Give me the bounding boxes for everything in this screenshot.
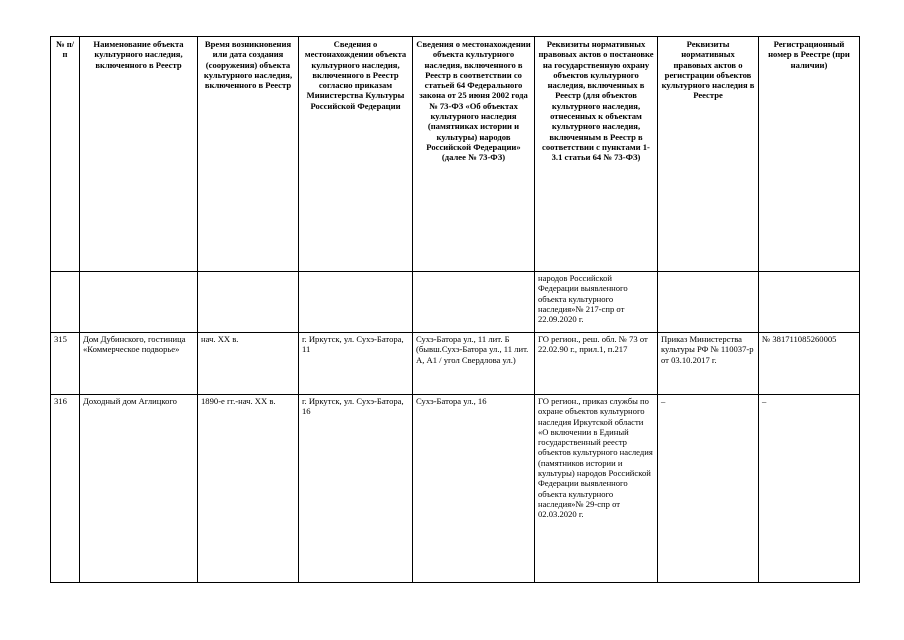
cell-acts-protection: ГО регион., реш. обл. № 73 от 22.02.90 г., прил.1, п.217 [535,333,658,395]
header-location-orders: Сведения о местонахождении объекта культурного наследия, включенного в Реестр согласно приказам Министерства Культуры Российской Федерации [299,37,413,272]
cell-date: 1890-е гг.-нач. XX в. [198,395,299,583]
cell-num [51,272,80,333]
cell-location-law: Сухэ-Батора ул., 16 [413,395,535,583]
table-row [51,333,860,395]
cell-location-orders [299,272,413,333]
cell-reg-number [759,272,860,333]
cell-date [198,272,299,333]
cell-location-orders: г. Иркутск, ул. Сухэ-Батора, 11 [299,333,413,395]
table-header-row [51,37,860,272]
header-reg-number: Регистрационный номер в Реестре (при наличии) [759,37,860,272]
cell-acts-registration [658,272,759,333]
heritage-register-table [50,36,860,583]
header-acts-protection: Реквизиты нормативных правовых актов о постановке на государственную охрану объектов культурного наследия, включенных в Реестр (для объектов культурного наследия, отнесенных к объектам культурного наследия, включенным в Реестр в соответствии с пунктами 1-3.1 статьи 64 № 73-ФЗ) [535,37,658,272]
cell-acts-registration: Приказ Министерства культуры РФ № 110037-р от 03.10.2017 г. [658,333,759,395]
header-name: Наименование объекта культурного наследия, включенного в Реестр [80,37,198,272]
header-acts-registration: Реквизиты нормативных правовых актов о регистрации объектов культурного наследия в Реестре [658,37,759,272]
cell-name: Дом Дубинского, гостиница «Коммерческое подворье» [80,333,198,395]
cell-reg-number: № 381711085260005 [759,333,860,395]
cell-reg-number: – [759,395,860,583]
cell-location-law: Сухэ-Батора ул., 11 лит. Б (бывш.Сухэ-Батора ул., 11 лит. А, А1 / угол Свердлова ул.) [413,333,535,395]
cell-name: Доходный дом Аглицкого [80,395,198,583]
cell-num: 315 [51,333,80,395]
cell-date: нач. XX в. [198,333,299,395]
cell-location-law [413,272,535,333]
header-date: Время возникновения или дата создания (сооружения) объекта культурного наследия, включенного в Реестр [198,37,299,272]
cell-name [80,272,198,333]
cell-location-orders: г. Иркутск, ул. Сухэ-Батора, 16 [299,395,413,583]
cell-num: 316 [51,395,80,583]
table-row [51,395,860,583]
header-location-law: Сведения о местонахождении объекта культурного наследия, включенного в Реестр в соответствии со статьей 64 Федерального закона от 25 июня 2002 года № 73-ФЗ «Об объектах культурного наследия (памятниках истории и культуры) народов Российской Федерации» (далее № 73-ФЗ) [413,37,535,272]
table-row-continuation [51,272,860,333]
cell-acts-registration: – [658,395,759,583]
header-num: № п/п [51,37,80,272]
cell-acts-protection: народов Российской Федерации выявленного объекта культурного наследия»№ 217-спр от 22.09.2020 г. [535,272,658,333]
cell-acts-protection: ГО регион., приказ службы по охране объектов культурного наследия Иркутской области «О включении в Единый государственный реестр объектов культурного наследия (памятников истории и культуры) народов Российской Федерации выявленного объекта культурного наследия»№ 29-спр от 02.03.2020 г. [535,395,658,583]
